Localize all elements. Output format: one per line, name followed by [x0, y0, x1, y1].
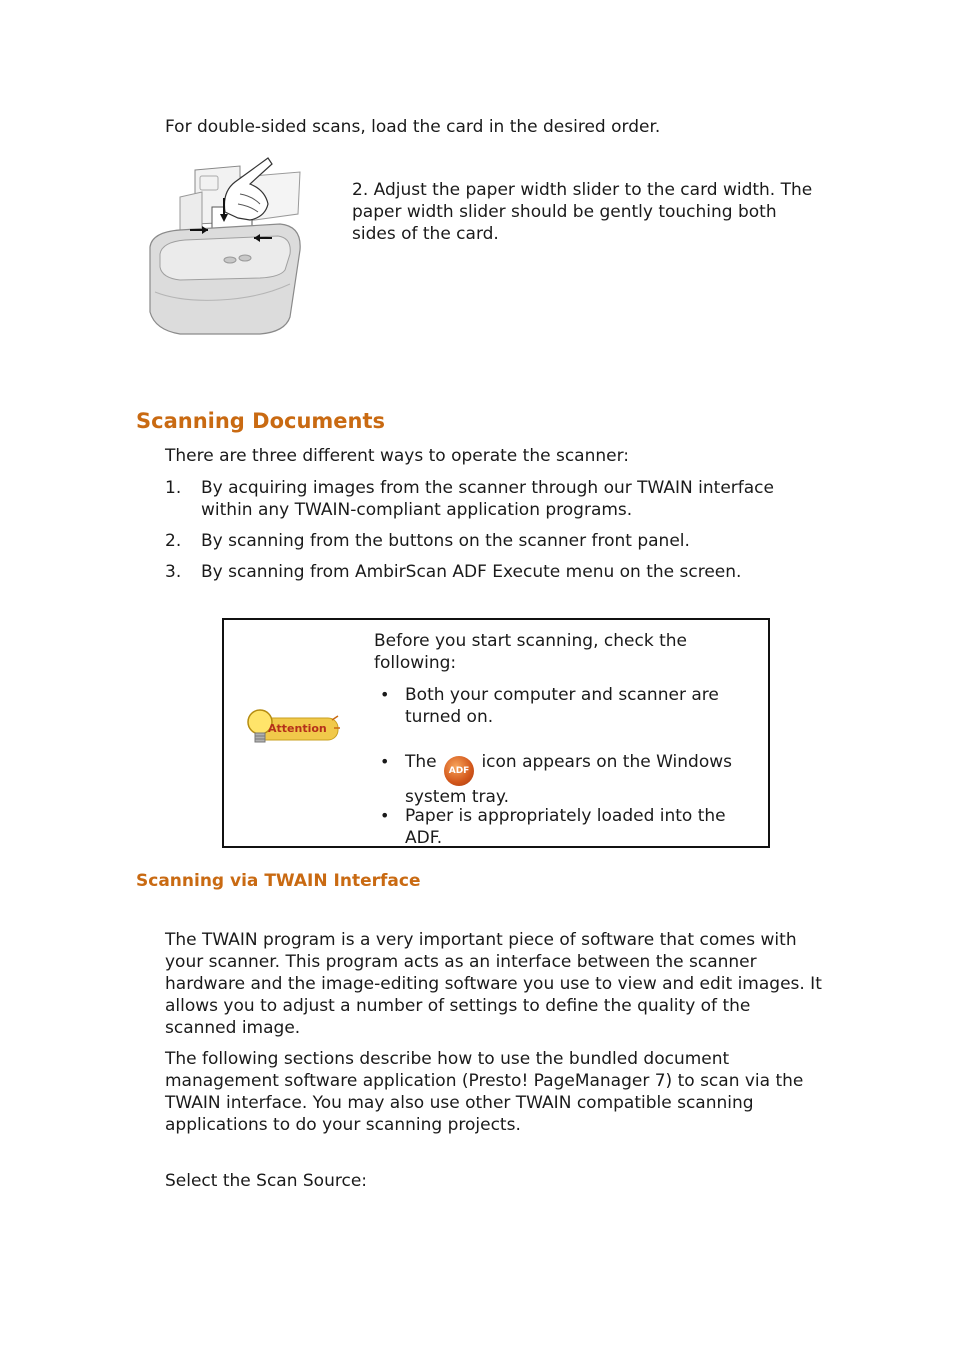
list-item: By scanning from AmbirScan ADF Execute menu on the screen. [201, 562, 742, 582]
bullet: • [380, 752, 390, 771]
section-title: Scanning Documents [136, 409, 386, 433]
attention-label: Attention [268, 722, 327, 735]
attention-badge [246, 708, 341, 748]
subsection-title: Scanning via TWAIN Interface [136, 871, 421, 891]
attention-intro: Before you start scanning, check the following: [374, 631, 687, 673]
attention-item-2-post: icon appears on the Windows system tray. [405, 752, 732, 807]
twain-paragraph-2: The following sections describe how to use the bundled document management software application (Presto! PageManager 7) to scan via the TWAIN interface. You may also use other TWAIN compatible scanning applications to do your scanning projects. [165, 1049, 804, 1135]
bullet: • [380, 806, 390, 825]
attention-item-2-pre: The [405, 752, 437, 772]
list-item-number: 3. [165, 562, 182, 582]
attention-item-2 [405, 751, 755, 808]
step-2-text: 2. Adjust the paper width slider to the card width. The paper width slider should be gently touching both sides of the card. [352, 180, 813, 244]
list-item-number: 1. [165, 478, 182, 498]
scanner-illustration [140, 152, 315, 337]
list-item: By scanning from the buttons on the scanner front panel. [201, 531, 690, 551]
ways-intro: There are three different ways to operate the scanner: [165, 446, 630, 466]
list-item: By acquiring images from the scanner through our TWAIN interface within any TWAIN-compliant application programs. [201, 478, 774, 520]
select-source-text: Select the Scan Source: [165, 1171, 367, 1191]
list-item-number: 2. [165, 531, 182, 551]
adf-icon: ADF [444, 756, 474, 786]
intro-line: For double-sided scans, load the card in the desired order. [165, 117, 661, 137]
attention-item-1: Both your computer and scanner are turned on. [405, 685, 719, 727]
attention-item-3: Paper is appropriately loaded into the ADF. [405, 806, 726, 848]
twain-paragraph-1: The TWAIN program is a very important piece of software that comes with your scanner. This program acts as an interface between the scanner hardware and the image-editing software you use to view and edit images. It allows you to adjust a number of settings to define the quality of the scanned image. [165, 930, 822, 1038]
bullet: • [380, 685, 390, 704]
